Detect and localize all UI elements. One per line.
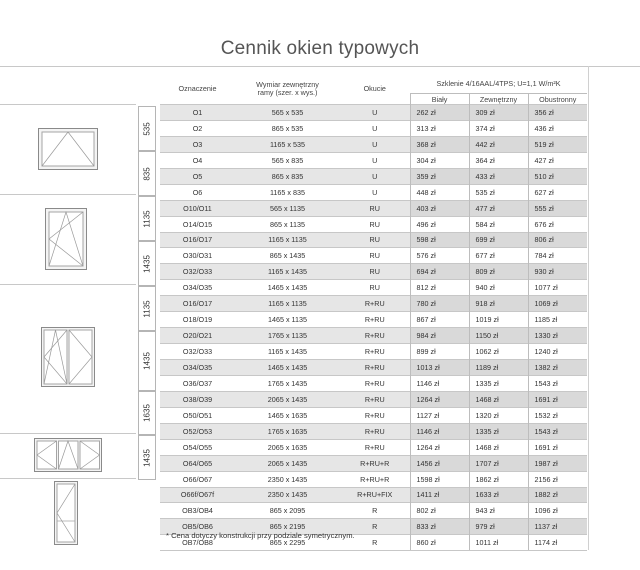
cell-frame-size: 2350 x 1435 <box>235 487 340 503</box>
table-row <box>160 216 587 232</box>
table-row <box>160 248 587 264</box>
page-title: Cennik okien typowych <box>220 38 420 59</box>
cell-frame-size: 565 x 835 <box>235 152 340 168</box>
cell-price-white: 1146 zł <box>410 375 469 391</box>
col-fittings: Okucie <box>363 84 386 93</box>
cell-price-exterior: 584 zł <box>469 216 528 232</box>
cell-price-exterior: 309 zł <box>469 105 528 121</box>
cell-price-white: 1411 zł <box>410 487 469 503</box>
table-row <box>160 264 587 280</box>
window-type-triple <box>0 433 136 478</box>
height-group-label: 1435 <box>142 352 152 370</box>
table-row <box>160 232 587 248</box>
cell-fitting: U <box>340 168 410 184</box>
cell-fitting: R+RU+FIX <box>340 487 410 503</box>
cell-price-exterior: 943 zł <box>469 503 528 519</box>
table-row <box>160 455 587 471</box>
cell-price-exterior: 979 zł <box>469 519 528 535</box>
cell-frame-size: 1465 x 1435 <box>235 360 340 376</box>
cell-fitting: U <box>340 120 410 136</box>
cell-designation: O2 <box>160 120 235 136</box>
cell-price-exterior: 1320 zł <box>469 407 528 423</box>
cell-price-white: 448 zł <box>410 184 469 200</box>
col-frame-size-line1: Wymiar zewnętrzny <box>256 80 319 89</box>
cell-price-exterior: 940 zł <box>469 280 528 296</box>
cell-price-both-sides: 2156 zł <box>528 471 587 487</box>
cell-frame-size: 1165 x 535 <box>235 136 340 152</box>
cell-price-both-sides: 784 zł <box>528 248 587 264</box>
cell-designation: O54/O55 <box>160 439 235 455</box>
cell-price-both-sides: 1382 zł <box>528 360 587 376</box>
height-group <box>138 241 156 286</box>
table-row <box>160 296 587 312</box>
cell-price-white: 304 zł <box>410 152 469 168</box>
table-row <box>160 152 587 168</box>
cell-price-white: 1146 zł <box>410 423 469 439</box>
triple-window-icon <box>34 438 102 472</box>
cell-price-exterior: 1633 zł <box>469 487 528 503</box>
cell-price-both-sides: 1882 zł <box>528 487 587 503</box>
cell-price-both-sides: 1137 zł <box>528 519 587 535</box>
cell-price-both-sides: 676 zł <box>528 216 587 232</box>
cell-price-white: 1264 zł <box>410 391 469 407</box>
cell-frame-size: 865 x 2195 <box>235 519 340 535</box>
cell-designation: O5 <box>160 168 235 184</box>
cell-designation: O6 <box>160 184 235 200</box>
table-body <box>160 105 587 551</box>
cell-designation: O20/O21 <box>160 328 235 344</box>
cell-fitting: RU <box>340 264 410 280</box>
height-group <box>138 151 156 196</box>
cell-fitting: R+RU <box>340 423 410 439</box>
cell-price-white: 1456 zł <box>410 455 469 471</box>
cell-fitting: R <box>340 535 410 551</box>
cell-price-both-sides: 1543 zł <box>528 375 587 391</box>
cell-price-both-sides: 1096 zł <box>528 503 587 519</box>
cell-frame-size: 1765 x 1135 <box>235 328 340 344</box>
cell-fitting: R+RU <box>340 344 410 360</box>
cell-frame-size: 1165 x 1135 <box>235 296 340 312</box>
cell-designation: O52/O53 <box>160 423 235 439</box>
cell-fitting: R+RU <box>340 312 410 328</box>
height-group-label: 1135 <box>142 299 152 318</box>
cell-designation: O16/O17 <box>160 232 235 248</box>
table-row <box>160 391 587 407</box>
cell-price-white: 1127 zł <box>410 407 469 423</box>
cell-price-both-sides: 806 zł <box>528 232 587 248</box>
cell-designation: O64/O65 <box>160 455 235 471</box>
cell-designation: O16/O17 <box>160 296 235 312</box>
col-both-sides: Obustronny <box>528 94 587 105</box>
cell-price-both-sides: 1532 zł <box>528 407 587 423</box>
cell-frame-size: 1465 x 1435 <box>235 280 340 296</box>
cell-price-exterior: 1011 zł <box>469 535 528 551</box>
cell-designation: O3 <box>160 136 235 152</box>
cell-price-exterior: 442 zł <box>469 136 528 152</box>
cell-price-both-sides: 1185 zł <box>528 312 587 328</box>
right-divider <box>588 66 589 550</box>
cell-designation: O14/O15 <box>160 216 235 232</box>
cell-price-exterior: 1468 zł <box>469 391 528 407</box>
cell-frame-size: 1165 x 1435 <box>235 264 340 280</box>
cell-designation: O36/O37 <box>160 375 235 391</box>
cell-price-white: 802 zł <box>410 503 469 519</box>
cell-price-exterior: 1468 zł <box>469 439 528 455</box>
cell-designation: OB3/OB4 <box>160 503 235 519</box>
cell-designation: O34/O35 <box>160 360 235 376</box>
cell-fitting: U <box>340 136 410 152</box>
cell-price-white: 1598 zł <box>410 471 469 487</box>
cell-fitting: R+RU <box>340 407 410 423</box>
col-glazing: Szklenie 4/16AAL/4TPS; U=1,1 W/m²K <box>436 78 561 88</box>
cell-price-white: 812 zł <box>410 280 469 296</box>
cell-price-exterior: 809 zł <box>469 264 528 280</box>
cell-price-white: 262 zł <box>410 105 469 121</box>
cell-price-exterior: 477 zł <box>469 200 528 216</box>
cell-frame-size: 1165 x 1435 <box>235 344 340 360</box>
cell-frame-size: 1165 x 835 <box>235 184 340 200</box>
cell-frame-size: 1465 x 1135 <box>235 312 340 328</box>
cell-price-both-sides: 555 zł <box>528 200 587 216</box>
col-white: Biały <box>410 94 469 105</box>
cell-price-white: 867 zł <box>410 312 469 328</box>
tilt-window-icon <box>38 128 98 170</box>
table-row <box>160 136 587 152</box>
cell-price-white: 313 zł <box>410 120 469 136</box>
cell-price-both-sides: 930 zł <box>528 264 587 280</box>
cell-price-exterior: 1335 zł <box>469 375 528 391</box>
cell-frame-size: 2065 x 1435 <box>235 455 340 471</box>
col-frame-size-line2: ramy (szer. x wys.) <box>257 88 318 97</box>
cell-price-exterior: 1335 zł <box>469 423 528 439</box>
table-row <box>160 200 587 216</box>
table-row <box>160 375 587 391</box>
cell-fitting: RU <box>340 200 410 216</box>
cell-price-white: 899 zł <box>410 344 469 360</box>
cell-price-white: 1264 zł <box>410 439 469 455</box>
cell-price-both-sides: 519 zł <box>528 136 587 152</box>
cell-price-exterior: 918 zł <box>469 296 528 312</box>
cell-frame-size: 2065 x 1635 <box>235 439 340 455</box>
cell-designation: O32/O33 <box>160 344 235 360</box>
height-group <box>138 331 156 391</box>
cell-frame-size: 1765 x 1435 <box>235 375 340 391</box>
cell-price-both-sides: 356 zł <box>528 105 587 121</box>
height-group-label: 1435 <box>142 448 152 467</box>
cell-fitting: R+RU <box>340 296 410 312</box>
cell-fitting: R+RU <box>340 439 410 455</box>
height-groups <box>138 0 158 570</box>
table-row <box>160 120 587 136</box>
cell-designation: O38/O39 <box>160 391 235 407</box>
cell-price-both-sides: 1691 zł <box>528 439 587 455</box>
cell-price-white: 694 zł <box>410 264 469 280</box>
window-type-balcony-door <box>0 478 136 523</box>
balcony-door-icon <box>54 481 78 545</box>
cell-frame-size: 2350 x 1435 <box>235 471 340 487</box>
cell-price-exterior: 677 zł <box>469 248 528 264</box>
cell-fitting: R+RU <box>340 360 410 376</box>
cell-price-both-sides: 1330 zł <box>528 328 587 344</box>
cell-price-white: 496 zł <box>410 216 469 232</box>
cell-price-white: 833 zł <box>410 519 469 535</box>
cell-frame-size: 2065 x 1435 <box>235 391 340 407</box>
cell-price-exterior: 1862 zł <box>469 471 528 487</box>
cell-fitting: RU <box>340 232 410 248</box>
cell-price-both-sides: 1691 zł <box>528 391 587 407</box>
cell-price-white: 1013 zł <box>410 360 469 376</box>
table-row <box>160 168 587 184</box>
cell-price-both-sides: 436 zł <box>528 120 587 136</box>
cell-price-both-sides: 1174 zł <box>528 535 587 551</box>
table-row <box>160 184 587 200</box>
cell-price-white: 403 zł <box>410 200 469 216</box>
cell-fitting: U <box>340 184 410 200</box>
cell-designation: O1 <box>160 105 235 121</box>
cell-price-white: 984 zł <box>410 328 469 344</box>
table-row <box>160 471 587 487</box>
cell-frame-size: 865 x 1135 <box>235 216 340 232</box>
cell-fitting: RU <box>340 216 410 232</box>
cell-price-exterior: 1707 zł <box>469 455 528 471</box>
table-row <box>160 328 587 344</box>
cell-price-white: 368 zł <box>410 136 469 152</box>
table-header <box>160 74 587 105</box>
cell-price-white: 780 zł <box>410 296 469 312</box>
cell-price-white: 598 zł <box>410 232 469 248</box>
cell-fitting: RU <box>340 248 410 264</box>
cell-price-both-sides: 1543 zł <box>528 423 587 439</box>
cell-designation: O66/O67 <box>160 471 235 487</box>
table-row <box>160 280 587 296</box>
cell-designation: O30/O31 <box>160 248 235 264</box>
double-window-icon <box>41 327 95 387</box>
cell-fitting: U <box>340 152 410 168</box>
cell-price-exterior: 1189 zł <box>469 360 528 376</box>
cell-price-white: 860 zł <box>410 535 469 551</box>
cell-frame-size: 565 x 1135 <box>235 200 340 216</box>
table-row <box>160 344 587 360</box>
cell-designation: O34/O35 <box>160 280 235 296</box>
table-row <box>160 503 587 519</box>
col-frame-size <box>235 74 340 105</box>
cell-fitting: R+RU+R <box>340 455 410 471</box>
cell-frame-size: 865 x 535 <box>235 120 340 136</box>
cell-price-exterior: 699 zł <box>469 232 528 248</box>
cell-frame-size: 1165 x 1135 <box>235 232 340 248</box>
height-group-label: 535 <box>142 121 152 136</box>
height-group <box>138 391 156 435</box>
cell-price-exterior: 1062 zł <box>469 344 528 360</box>
cell-price-exterior: 1019 zł <box>469 312 528 328</box>
cell-price-exterior: 535 zł <box>469 184 528 200</box>
height-group-label: 1635 <box>142 404 152 422</box>
cell-fitting: R <box>340 519 410 535</box>
table-row <box>160 407 587 423</box>
table-row <box>160 487 587 503</box>
table-row <box>160 360 587 376</box>
cell-price-both-sides: 627 zł <box>528 184 587 200</box>
cell-fitting: R+RU <box>340 391 410 407</box>
cell-frame-size: 865 x 1435 <box>235 248 340 264</box>
height-group <box>138 435 156 480</box>
cell-fitting: R+RU+R <box>340 471 410 487</box>
cell-price-both-sides: 1069 zł <box>528 296 587 312</box>
cell-price-white: 359 zł <box>410 168 469 184</box>
tilt-turn-window-icon <box>45 208 87 270</box>
cell-price-both-sides: 1240 zł <box>528 344 587 360</box>
cell-frame-size: 1765 x 1635 <box>235 423 340 439</box>
cell-fitting: RU <box>340 280 410 296</box>
height-group-label: 1135 <box>142 209 152 228</box>
height-group-label: 1435 <box>142 254 152 273</box>
cell-price-both-sides: 1987 zł <box>528 455 587 471</box>
table-row <box>160 423 587 439</box>
cell-price-exterior: 433 zł <box>469 168 528 184</box>
table-row <box>160 105 587 121</box>
height-group <box>138 196 156 241</box>
cell-fitting: U <box>340 105 410 121</box>
footnote: * Cena dotyczy konstrukcji przy podziale symetrycznym. <box>166 531 355 540</box>
cell-designation: O66f/O67f <box>160 487 235 503</box>
col-exterior: Zewnętrzny <box>469 94 528 105</box>
cell-designation: O50/O51 <box>160 407 235 423</box>
cell-price-both-sides: 1077 zł <box>528 280 587 296</box>
window-illustrations <box>0 0 136 570</box>
cell-designation: OB5/OB6 <box>160 519 235 535</box>
table-row <box>160 439 587 455</box>
cell-price-both-sides: 510 zł <box>528 168 587 184</box>
height-group <box>138 286 156 331</box>
height-group-label: 835 <box>142 166 152 181</box>
cell-designation: O10/O11 <box>160 200 235 216</box>
cell-fitting: R+RU <box>340 328 410 344</box>
cell-frame-size: 865 x 835 <box>235 168 340 184</box>
cell-price-white: 576 zł <box>410 248 469 264</box>
table-row <box>160 312 587 328</box>
cell-price-exterior: 1150 zł <box>469 328 528 344</box>
window-type-double <box>0 284 136 433</box>
cell-frame-size: 865 x 2295 <box>235 535 340 551</box>
cell-designation: OB7/OB8 <box>160 535 235 551</box>
cell-fitting: R+RU <box>340 375 410 391</box>
window-type-tilt-turn <box>0 194 136 284</box>
cell-price-exterior: 364 zł <box>469 152 528 168</box>
col-designation: Oznaczenie <box>178 84 217 93</box>
cell-fitting: R <box>340 503 410 519</box>
window-type-tilt <box>0 104 136 194</box>
cell-frame-size: 865 x 2095 <box>235 503 340 519</box>
cell-frame-size: 1465 x 1635 <box>235 407 340 423</box>
cell-frame-size: 565 x 535 <box>235 105 340 121</box>
cell-designation: O32/O33 <box>160 264 235 280</box>
cell-designation: O18/O19 <box>160 312 235 328</box>
cell-price-exterior: 374 zł <box>469 120 528 136</box>
cell-designation: O4 <box>160 152 235 168</box>
height-group <box>138 106 156 151</box>
cell-price-both-sides: 427 zł <box>528 152 587 168</box>
price-table <box>160 74 587 551</box>
